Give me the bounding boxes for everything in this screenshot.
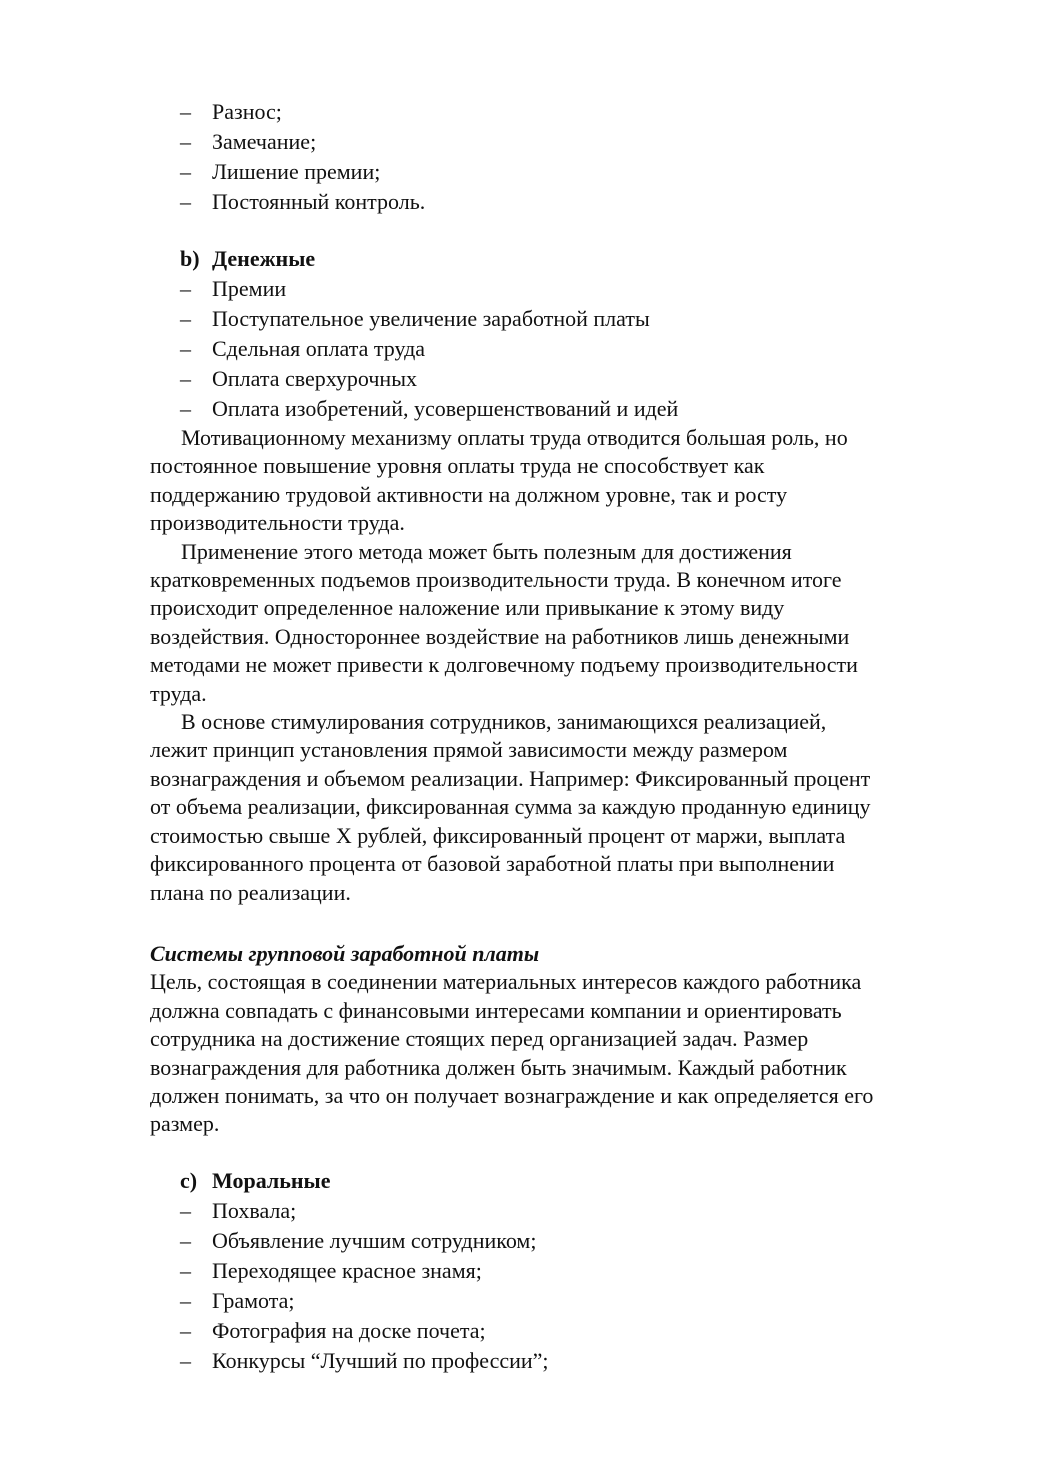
list-item-text: Грамота;: [212, 1287, 295, 1313]
paragraph-line: происходит определенное наложение или привыкание к этому виду: [150, 595, 785, 621]
section-c-heading: [150, 1166, 959, 1196]
list-item: [150, 157, 959, 187]
list-a-tail: [150, 97, 959, 217]
paragraph-group-pay: [150, 968, 959, 1138]
paragraph-line: должен понимать, за что он получает вознаграждение и как определяется его: [150, 1082, 874, 1108]
list-item: [150, 274, 959, 304]
list-item-text: Конкурсы “Лучший по профессии”;: [212, 1347, 549, 1373]
list-item-text: Лишение премии;: [212, 159, 381, 184]
paragraph-pay-role: [150, 424, 959, 538]
list-item-text: Замечание;: [212, 129, 317, 154]
dash-marker: –: [180, 159, 191, 184]
list-item: [150, 1316, 959, 1346]
paragraph-line: труда.: [150, 680, 207, 706]
list-item-text: Фотография на доске почета;: [212, 1317, 486, 1343]
paragraph-method-use: [150, 538, 959, 708]
paragraph-line: лежит принцип установления прямой зависимости между размером: [150, 737, 788, 763]
dash-marker: –: [180, 189, 191, 214]
dash-marker: –: [180, 396, 191, 421]
paragraph-line: вознаграждения и объемом реализации. Например: Фиксированный процент: [150, 765, 871, 791]
paragraph-line: вознаграждения для работника должен быть значимым. Каждый работник: [150, 1054, 847, 1080]
paragraph-line: методами не может привести к долговечному подъему производительности: [150, 652, 858, 678]
dash-marker: –: [180, 336, 191, 361]
section-b-heading: [150, 244, 959, 274]
list-item: [150, 304, 959, 334]
dash-marker: –: [180, 276, 191, 301]
section-b-list: [150, 274, 959, 424]
list-item-text: Оплата сверхурочных: [212, 366, 417, 391]
dash-marker: –: [180, 1257, 191, 1283]
paragraph-line: размер.: [150, 1111, 220, 1137]
paragraph-line: воздействия. Одностороннее воздействие на работников лишь денежными: [150, 623, 850, 649]
section-c-marker: c): [180, 1167, 198, 1193]
list-item-text: Премии: [212, 276, 287, 301]
dash-marker: –: [180, 129, 191, 154]
list-item: [150, 1286, 959, 1316]
list-item: [150, 1256, 959, 1286]
list-item-text: Сдельная оплата труда: [212, 336, 426, 361]
dash-marker: –: [180, 1347, 191, 1373]
list-item-text: Переходящее красное знамя;: [212, 1257, 482, 1283]
paragraph-line: В основе стимулирования сотрудников, занимающихся реализацией,: [181, 709, 827, 735]
dash-marker: –: [180, 1317, 191, 1343]
dash-marker: –: [180, 1287, 191, 1313]
section-b-marker: b): [180, 246, 200, 271]
list-item: [150, 334, 959, 364]
paragraph-line: должна совпадать с финансовыми интересами компании и ориентировать: [150, 997, 842, 1023]
list-item: [150, 1346, 959, 1376]
paragraph-line: сотрудника на достижение стоящих перед организацией задач. Размер: [150, 1026, 809, 1052]
list-item: [150, 97, 959, 127]
section-c-title: Моральные: [212, 1167, 331, 1193]
section-b-title: Денежные: [212, 246, 316, 271]
list-item: [150, 127, 959, 157]
list-item: [150, 394, 959, 424]
dash-marker: –: [180, 99, 191, 124]
paragraph-line: постоянное повышение уровня оплаты труда не способствует как: [150, 453, 765, 479]
paragraph-line: кратковременных подъемов производительности труда. В конечном итоге: [150, 567, 842, 593]
paragraph-line: производительности труда.: [150, 510, 405, 536]
paragraph-line: Применение этого метода может быть полезным для достижения: [181, 538, 792, 564]
list-item-text: Объявление лучшим сотрудником;: [212, 1227, 537, 1253]
list-item-text: Похвала;: [212, 1197, 297, 1223]
paragraph-line: Мотивационному механизму оплаты труда отводится большая роль, но: [181, 425, 848, 450]
dash-marker: –: [180, 366, 191, 391]
list-item: [150, 187, 959, 217]
paragraph-line: фиксированного процента от базовой заработной платы при выполнении: [150, 851, 835, 877]
paragraph-sales-incentives: [150, 708, 959, 907]
paragraph-line: стоимостью свыше X рублей, фиксированный процент от маржи, выплата: [150, 822, 846, 848]
list-item-text: Постоянный контроль.: [212, 189, 426, 214]
dash-marker: –: [180, 1197, 191, 1223]
section-c-list: [150, 1196, 959, 1376]
paragraph-line: поддержанию трудовой активности на должном уровне, так и росту: [150, 481, 788, 507]
paragraph-line: от объема реализации, фиксированная сумма за каждую проданную единицу: [150, 794, 871, 820]
dash-marker: –: [180, 1227, 191, 1253]
list-item: [150, 364, 959, 394]
paragraph-line: плана по реализации.: [150, 879, 351, 905]
list-item-text: Разнос;: [212, 99, 282, 124]
list-item: [150, 1196, 959, 1226]
list-item-text: Поступательное увеличение заработной платы: [212, 306, 650, 331]
list-item-text: Оплата изобретений, усовершенствований и идей: [212, 396, 679, 421]
paragraph-line: Цель, состоящая в соединении материальных интересов каждого работника: [150, 969, 862, 995]
group-pay-title: Системы групповой заработной платы: [150, 940, 540, 966]
list-item: [150, 1226, 959, 1256]
dash-marker: –: [180, 306, 191, 331]
